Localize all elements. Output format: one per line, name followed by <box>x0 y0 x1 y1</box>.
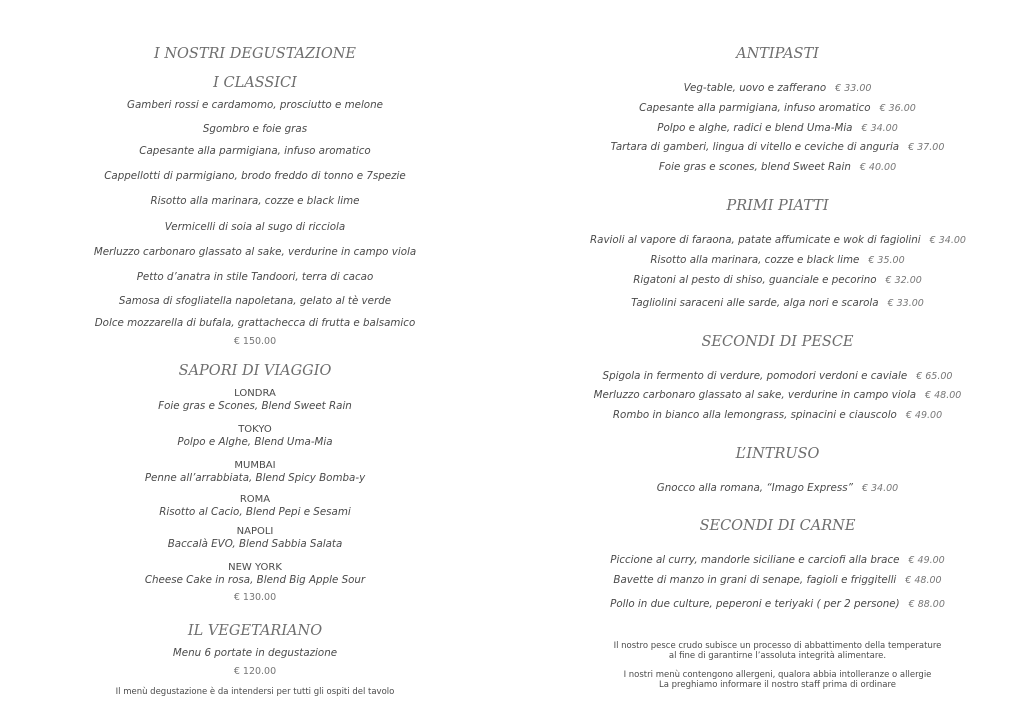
sapori-city: ROMA <box>239 494 271 505</box>
secondi-carne-title: SECONDI DI CARNE <box>699 518 856 534</box>
menu-item-name: Piccione al curry, mandorle siciliane e carciofi alla brace <box>610 554 900 566</box>
menu-item <box>590 254 965 267</box>
menu-item-name: Risotto alla marinara, cozze e black lime <box>650 254 860 266</box>
menu-item-price: € 35.00 <box>868 255 905 266</box>
menu-item <box>590 82 965 95</box>
classici-dish: Merluzzo carbonaro glassato al sake, verdurine in campo viola <box>93 246 417 258</box>
menu-item-price: € 49.00 <box>908 555 945 566</box>
a-la-carte-column <box>590 0 965 724</box>
menu-item-name: Foie gras e scones, blend Sweet Rain <box>658 161 851 173</box>
tasting-footnote: Il menù degustazione è da intendersi per tutti gli ospiti del tavolo <box>115 687 395 697</box>
primi-title: PRIMI PIATTI <box>726 198 829 214</box>
menu-item-price: € 33.00 <box>887 298 924 309</box>
menu-item-name: Rombo in bianco alla lemongrass, spinacini e ciauscolo <box>612 409 897 421</box>
menu-item-name: Ravioli al vapore di faraona, patate affumicate e wok di fagiolini <box>590 234 921 246</box>
menu-item <box>590 574 965 587</box>
classici-dish: Samosa di sfogliatella napoletana, gelato al tè verde <box>118 295 392 307</box>
sapori-dish: Penne all’arrabbiata, Blend Spicy Bomba-y <box>144 472 366 484</box>
menu-item-name: Capesante alla parmigiana, infuso aromatico <box>639 102 871 114</box>
raw-fish-note: al fine di garantirne l’assoluta integrità alimentare. <box>668 651 887 661</box>
menu-item-name: Polpo e alghe, radici e blend Uma-Mia <box>657 122 853 134</box>
antipasti-title: ANTIPASTI <box>736 46 819 62</box>
menu-item <box>590 122 965 135</box>
tasting-menus-title: I NOSTRI DEGUSTAZIONE <box>153 46 357 62</box>
sapori-city: NEW YORK <box>228 562 282 573</box>
menu-item <box>590 297 965 310</box>
vegetariano-desc: Menu 6 portate in degustazione <box>172 647 338 659</box>
classici-dish: Risotto alla marinara, cozze e black lime <box>150 195 360 207</box>
menu-item-name: Merluzzo carbonaro glassato al sake, verdurine in campo viola <box>593 389 917 401</box>
menu-item-name: Tartara di gamberi, lingua di vitello e ceviche di anguria <box>610 141 900 153</box>
menu-item <box>590 161 965 174</box>
menu-item-name: Tagliolini saraceni alle sarde, alga nori e scarola <box>631 297 879 309</box>
classici-price: € 150.00 <box>233 336 277 347</box>
raw-fish-note: Il nostro pesce crudo subisce un processo di abbattimento della temperature <box>613 641 942 651</box>
menu-item-name: Veg-table, uovo e zafferano <box>683 82 827 94</box>
sapori-dish: Baccalà EVO, Blend Sabbia Salata <box>167 538 343 550</box>
sapori-city: LONDRA <box>234 388 276 399</box>
classici-dish: Cappellotti di parmigiano, brodo freddo di tonno e 7spezie <box>104 170 406 182</box>
sapori-price: € 130.00 <box>233 592 277 603</box>
menu-item-name: Gnocco alla romana, “Imago Express” <box>656 482 853 494</box>
menu-item-price: € 49.00 <box>905 410 943 421</box>
menu-item <box>590 389 965 402</box>
sapori-title: SAPORI DI VIAGGIO <box>178 363 332 379</box>
classici-dish: Dolce mozzarella di bufala, grattachecca di frutta e balsamico <box>94 317 416 329</box>
menu-item-price: € 33.00 <box>835 83 872 94</box>
menu-item <box>590 409 965 422</box>
menu-item <box>590 234 965 247</box>
allergen-note: La preghiamo informare il nostro staff prima di ordinare <box>659 680 896 690</box>
sapori-dish: Risotto al Cacio, Blend Pepi e Sesami <box>159 506 351 518</box>
menu-item-price: € 40.00 <box>859 162 897 173</box>
menu-item-price: € 36.00 <box>879 103 916 114</box>
tasting-menus-column <box>85 0 425 724</box>
menu-item-name: Rigatoni al pesto di shiso, guanciale e pecorino <box>633 274 877 286</box>
menu-item-name: Bavette di manzo in grani di senape, fagioli e friggitelli <box>613 574 897 586</box>
classici-dish: Capesante alla parmigiana, infuso aromatico <box>139 145 371 157</box>
sapori-dish: Foie gras e Scones, Blend Sweet Rain <box>158 400 352 412</box>
menu-item <box>590 141 965 154</box>
menu-item-price: € 65.00 <box>916 371 953 382</box>
intruso-title: L’INTRUSO <box>735 446 820 462</box>
menu-item-price: € 34.00 <box>929 235 966 246</box>
classici-dish: Petto d’anatra in stile Tandoori, terra di cacao <box>136 271 374 283</box>
menu-item-price: € 48.00 <box>925 390 962 401</box>
menu-item-price: € 37.00 <box>908 142 945 153</box>
menu-item <box>590 370 965 383</box>
menu-item-name: Pollo in due culture, peperoni e teriyaki ( per 2 persone) <box>610 598 900 610</box>
menu-item-price: € 32.00 <box>885 275 922 286</box>
vegetariano-price: € 120.00 <box>233 666 277 677</box>
menu-item-price: € 88.00 <box>908 599 945 610</box>
menu-item <box>590 274 965 287</box>
classici-title: I CLASSICI <box>213 75 297 91</box>
vegetariano-title: IL VEGETARIANO <box>187 623 323 639</box>
menu-item-price: € 34.00 <box>861 483 899 494</box>
menu-item <box>590 482 965 495</box>
classici-dish: Vermicelli di soia al sugo di ricciola <box>164 221 346 233</box>
menu-item <box>590 598 965 611</box>
sapori-city: NAPOLI <box>236 526 274 537</box>
secondi-pesce-title: SECONDI DI PESCE <box>701 334 854 350</box>
sapori-dish: Cheese Cake in rosa, Blend Big Apple Sour <box>144 574 366 586</box>
menu-item <box>590 554 965 567</box>
sapori-city: TOKYO <box>238 424 272 435</box>
classici-dish: Gamberi rossi e cardamomo, prosciutto e melone <box>127 99 383 111</box>
classici-dish: Sgombro e foie gras <box>202 123 308 135</box>
menu-item-price: € 34.00 <box>861 123 898 134</box>
sapori-city: MUMBAI <box>234 460 276 471</box>
menu-item <box>590 102 965 115</box>
menu-item-name: Spigola in fermento di verdure, pomodori verdoni e caviale <box>602 370 908 382</box>
sapori-dish: Polpo e Alghe, Blend Uma-Mia <box>177 436 333 448</box>
allergen-note: I nostri menù contengono allergeni, qualora abbia intolleranze o allergie <box>623 670 932 680</box>
menu-item-price: € 48.00 <box>905 575 942 586</box>
